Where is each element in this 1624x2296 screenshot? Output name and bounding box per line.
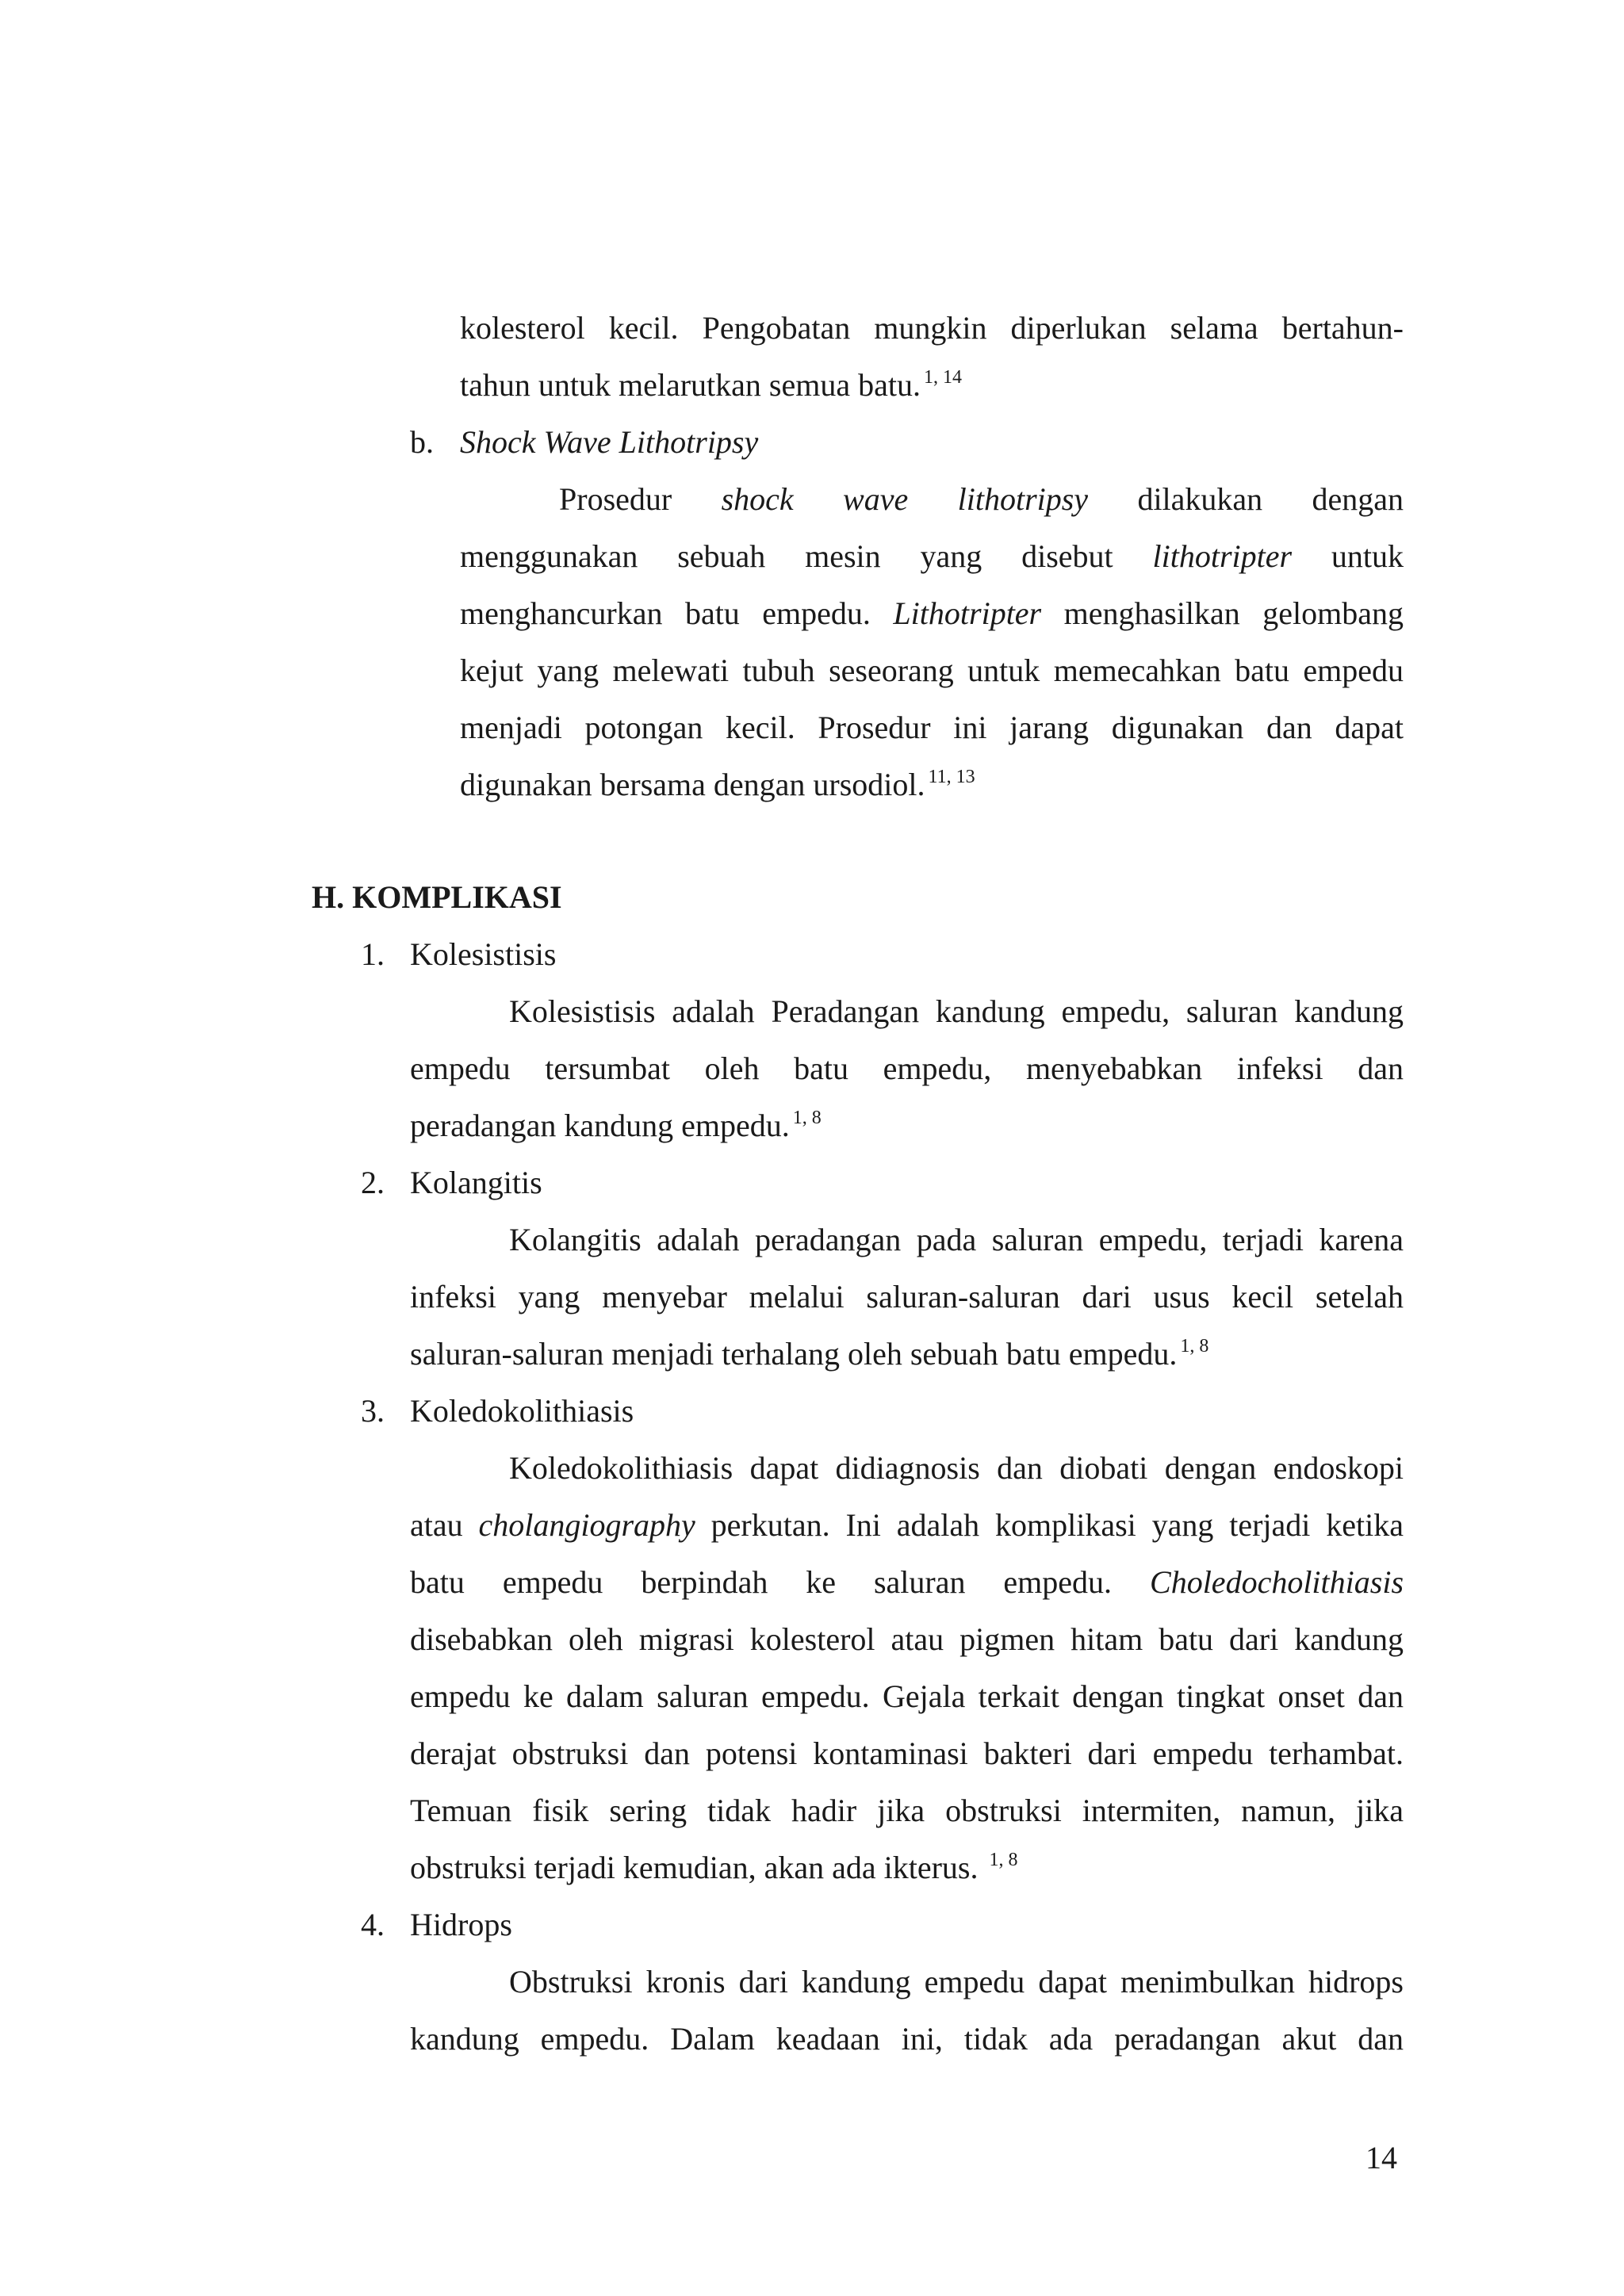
list-marker xyxy=(361,1162,385,1203)
paragraph-line xyxy=(460,308,1404,349)
paragraph-line xyxy=(410,2019,1404,2060)
paragraph-line xyxy=(509,1448,1404,1489)
paragraph-line xyxy=(410,1334,1208,1375)
paragraph-line xyxy=(410,1733,1404,1774)
text-run: menghancurkan batu empedu. xyxy=(460,595,871,631)
paragraph-line xyxy=(460,764,975,806)
text-run: disebabkan oleh migrasi kolesterol atau pigmen hitam batu dari kandung xyxy=(410,1621,1404,1657)
list-item-title-text: Koledokolithiasis xyxy=(410,1393,634,1429)
text-run: batu empedu berpindah ke saluran empedu. xyxy=(410,1564,1113,1600)
italic-term: Choledocholithiasis xyxy=(1150,1564,1404,1600)
text-run: peradangan kandung empedu. xyxy=(410,1108,790,1143)
list-item-title xyxy=(410,1391,634,1432)
text-run: menggunakan sebuah mesin yang disebut xyxy=(460,538,1113,574)
paragraph-line xyxy=(410,1505,1404,1546)
text-run: dilakukan xyxy=(1137,481,1263,517)
paragraph-line xyxy=(410,1276,1404,1318)
text-run: infeksi yang menyebar melalui saluran-saluran dari usus kecil setelah xyxy=(410,1279,1404,1314)
text-run: empedu ke dalam saluran empedu. Gejala terkait dengan tingkat onset dan xyxy=(410,1678,1404,1714)
text-run: kejut yang melewati tubuh seseorang untuk memecahkan batu empedu xyxy=(460,652,1404,688)
paragraph-line xyxy=(410,1790,1404,1831)
text-run: perkutan. Ini adalah komplikasi yang terjadi ketika xyxy=(710,1507,1404,1543)
list-item-title-text: Kolesistisis xyxy=(410,936,557,972)
paragraph-line xyxy=(460,536,1404,577)
list-item-title xyxy=(410,1904,512,1946)
section-heading xyxy=(312,877,562,918)
text-run: digunakan bersama dengan ursodiol. xyxy=(460,767,925,802)
italic-term: shock xyxy=(721,481,794,517)
section-heading-text: H. KOMPLIKASI xyxy=(312,879,562,915)
list-marker xyxy=(361,1391,385,1432)
paragraph-line xyxy=(410,1619,1404,1660)
list-item-title xyxy=(410,1162,542,1203)
list-number: 3. xyxy=(361,1393,385,1429)
paragraph-line xyxy=(509,1219,1404,1261)
subsection-title xyxy=(460,422,758,463)
text-run: menghasilkan gelombang xyxy=(1063,595,1404,631)
text-run: kolesterol kecil. Pengobatan mungkin diperlukan selama bertahun- xyxy=(460,310,1404,346)
list-marker xyxy=(361,934,385,975)
list-number: 2. xyxy=(361,1165,385,1200)
list-marker xyxy=(361,1904,385,1946)
text-run: dengan xyxy=(1312,481,1404,517)
text-run: menjadi potongan kecil. Prosedur ini jarang digunakan dan dapat xyxy=(460,710,1404,745)
citation-ref: 1, 8 xyxy=(989,1850,1018,1870)
italic-term: wave xyxy=(843,481,909,517)
italic-term: cholangiography xyxy=(478,1507,695,1543)
paragraph-line xyxy=(410,1048,1404,1089)
paragraph-line xyxy=(559,479,1404,520)
paragraph-line xyxy=(460,650,1404,691)
text-run: Kolesistisis adalah Peradangan kandung empedu, saluran kandung xyxy=(509,993,1404,1029)
paragraph-line xyxy=(509,991,1404,1032)
list-marker: b. xyxy=(410,424,434,460)
paragraph-line xyxy=(410,1105,822,1146)
list-number: 4. xyxy=(361,1907,385,1942)
paragraph-line xyxy=(410,1562,1404,1603)
subsection-marker xyxy=(410,422,434,463)
text-run: empedu tersumbat oleh batu empedu, menyebabkan infeksi dan xyxy=(410,1050,1404,1086)
text-run: atau xyxy=(410,1507,463,1543)
list-item-title xyxy=(410,934,556,975)
italic-term: lithotripsy xyxy=(957,481,1089,517)
text-run: tahun untuk melarutkan semua batu. xyxy=(460,367,921,403)
page-number-text: 14 xyxy=(1365,2140,1397,2175)
page-number xyxy=(1365,2137,1397,2179)
italic-term: Lithotripter xyxy=(893,595,1042,631)
citation-ref: 1, 8 xyxy=(1180,1336,1209,1357)
paragraph-line xyxy=(509,1961,1404,2003)
text-run: Prosedur xyxy=(559,481,672,517)
paragraph-line xyxy=(410,1847,1017,1888)
paragraph-line xyxy=(460,707,1404,748)
paragraph-line xyxy=(460,593,1404,634)
italic-term: lithotripter xyxy=(1152,538,1293,574)
list-item-title-text: Hidrops xyxy=(410,1907,512,1942)
list-item-title-text: Kolangitis xyxy=(410,1165,542,1200)
text-run: Koledokolithiasis dapat didiagnosis dan diobati dengan endoskopi xyxy=(509,1450,1404,1486)
paragraph-line xyxy=(410,1676,1404,1717)
text-run: untuk xyxy=(1331,538,1404,574)
text-run: Temuan fisik sering tidak hadir jika obstruksi intermiten, namun, jika xyxy=(410,1793,1404,1828)
text-run: derajat obstruksi dan potensi kontaminasi bakteri dari empedu terhambat. xyxy=(410,1735,1404,1771)
paragraph-line xyxy=(460,365,962,406)
subsection-title-text: Shock Wave Lithotripsy xyxy=(460,424,759,460)
text-run: saluran-saluran menjadi terhalang oleh sebuah batu empedu. xyxy=(410,1336,1178,1372)
text-run: kandung empedu. Dalam keadaan ini, tidak ada peradangan akut dan xyxy=(410,2021,1404,2057)
citation-ref: 1, 8 xyxy=(792,1108,822,1128)
citation-ref: 11, 13 xyxy=(928,767,975,787)
list-number: 1. xyxy=(361,936,385,972)
text-run: Obstruksi kronis dari kandung empedu dapat menimbulkan hidrops xyxy=(509,1964,1404,1999)
text-run: Kolangitis adalah peradangan pada saluran empedu, terjadi karena xyxy=(509,1222,1404,1257)
citation-ref: 1, 14 xyxy=(923,367,962,388)
text-run: obstruksi terjadi kemudian, akan ada ikterus. xyxy=(410,1850,979,1885)
